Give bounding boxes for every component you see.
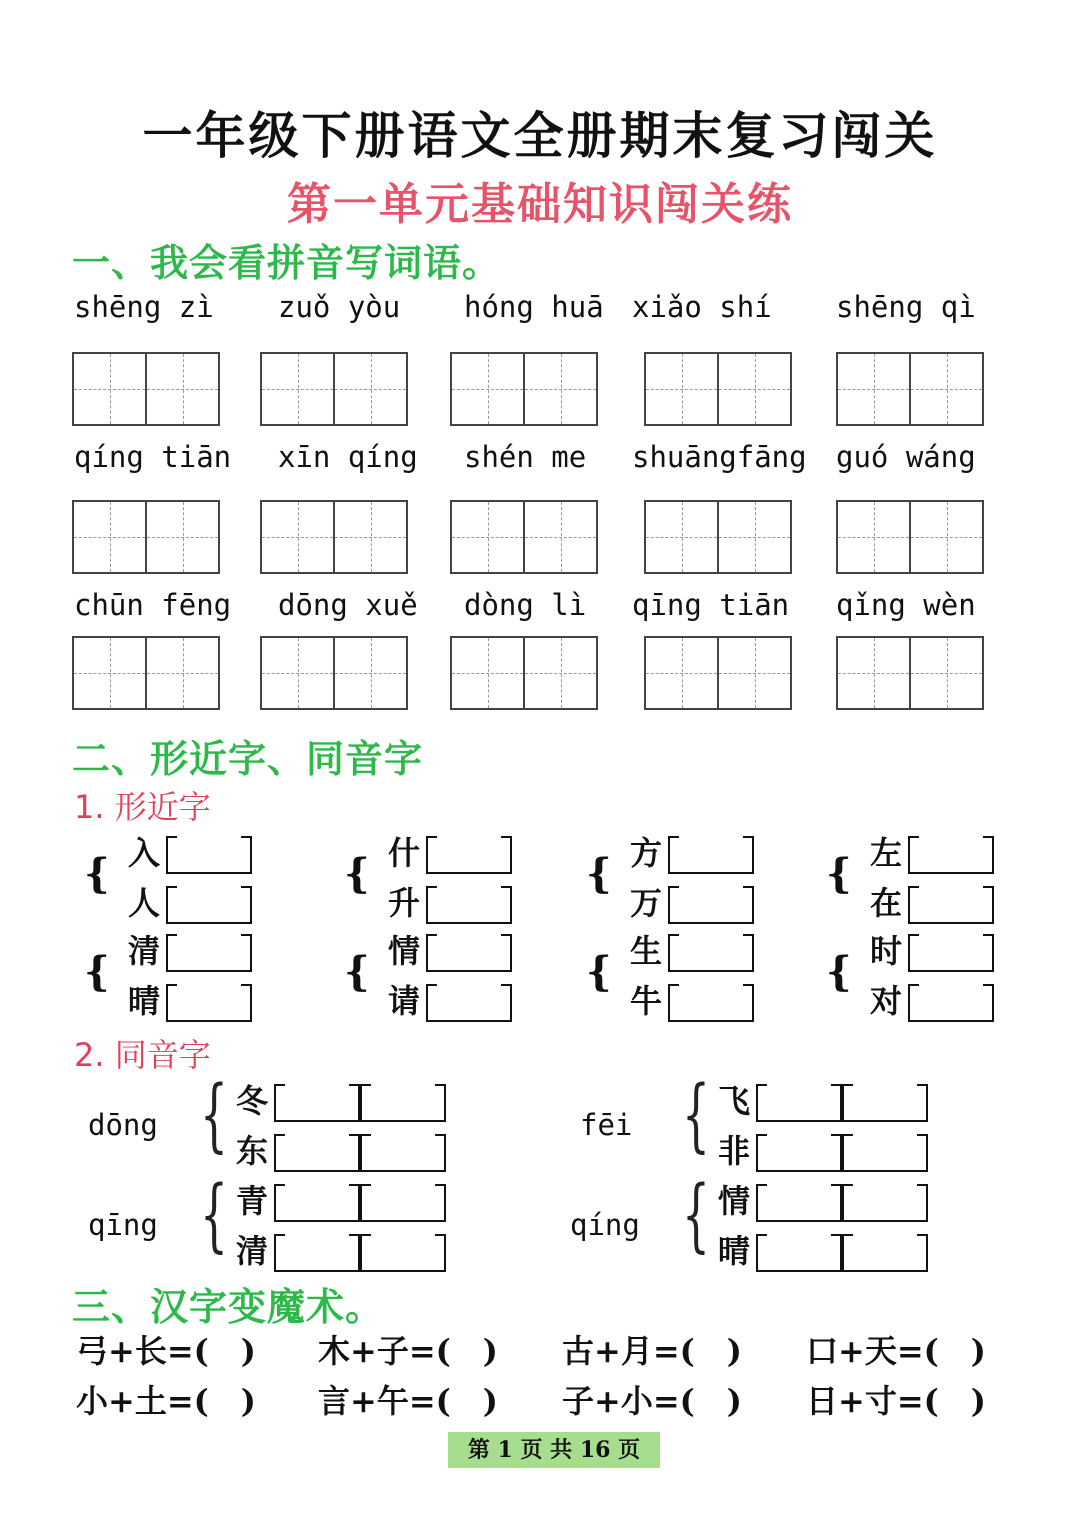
grid-cell[interactable]	[74, 502, 145, 572]
writing-grid[interactable]	[836, 352, 984, 426]
answer-blank[interactable]	[437, 934, 501, 972]
answer-blank[interactable]	[679, 836, 743, 874]
writing-grid[interactable]	[260, 352, 408, 426]
char-combine-question[interactable]: 口+天=( )	[806, 1332, 986, 1370]
answer-blank[interactable]	[371, 1084, 435, 1122]
grid-cell[interactable]	[909, 638, 982, 708]
char-label: 万	[630, 884, 663, 922]
homophone-pinyin: qíng	[570, 1208, 640, 1242]
grid-cell[interactable]	[838, 502, 909, 572]
char-answer-row	[128, 978, 252, 1022]
char-answer-row	[718, 1128, 928, 1172]
answer-blank[interactable]	[437, 886, 501, 924]
char-answer-row	[630, 880, 754, 924]
answer-blank[interactable]	[437, 984, 501, 1022]
grid-cell[interactable]	[74, 638, 145, 708]
left-brace-icon: {	[586, 850, 612, 897]
writing-grid[interactable]	[644, 352, 792, 426]
grid-cell[interactable]	[262, 638, 333, 708]
answer-blank[interactable]	[919, 836, 983, 874]
char-label: 左	[870, 834, 903, 872]
answer-blank[interactable]	[285, 1134, 349, 1172]
answer-blank[interactable]	[679, 886, 743, 924]
pinyin-label: qǐng wèn	[836, 588, 976, 622]
char-answer-row	[388, 880, 512, 924]
page-subtitle: 第一单元基础知识闯关练	[287, 179, 793, 230]
answer-blank[interactable]	[767, 1184, 831, 1222]
char-label: 清	[236, 1232, 269, 1270]
char-label: 东	[236, 1132, 269, 1170]
char-answer-row	[870, 830, 994, 874]
char-answer-row	[128, 830, 252, 874]
char-answer-row	[388, 928, 512, 972]
pinyin-label: qīng tiān	[632, 588, 790, 622]
pinyin-label: shén me	[464, 440, 587, 474]
char-label: 时	[870, 932, 903, 970]
left-brace-icon: {	[84, 850, 110, 897]
left-brace-icon: {	[344, 850, 370, 897]
grid-cell[interactable]	[717, 638, 790, 708]
grid-cell[interactable]	[262, 502, 333, 572]
left-brace-icon: {	[586, 948, 612, 995]
char-label: 生	[630, 932, 663, 970]
char-answer-row	[870, 928, 994, 972]
grid-cell[interactable]	[333, 502, 406, 572]
answer-blank[interactable]	[853, 1234, 917, 1272]
left-brace-icon: {	[826, 948, 852, 995]
char-label: 升	[388, 884, 421, 922]
writing-grid[interactable]	[72, 352, 220, 426]
pinyin-label: shēng qì	[836, 290, 976, 324]
pinyin-label: xīn qíng	[278, 440, 418, 474]
char-combine-question[interactable]: 言+午=( )	[318, 1382, 498, 1420]
char-label: 牛	[630, 982, 663, 1020]
char-answer-row	[128, 928, 252, 972]
homophone-pinyin: fēi	[580, 1108, 633, 1142]
grid-cell[interactable]	[452, 502, 523, 572]
grid-cell[interactable]	[646, 638, 717, 708]
writing-grid[interactable]	[836, 636, 984, 710]
pinyin-label: hóng huā	[464, 290, 604, 324]
char-label: 入	[128, 834, 161, 872]
answer-blank[interactable]	[919, 984, 983, 1022]
char-answer-row	[870, 978, 994, 1022]
answer-blank[interactable]	[679, 984, 743, 1022]
section2-heading: 二、形近字、同音字	[72, 736, 424, 781]
char-combine-question[interactable]: 木+子=( )	[318, 1332, 498, 1370]
similar-chars-heading: 1. 形近字	[74, 788, 211, 826]
char-answer-row	[236, 1228, 446, 1272]
char-answer-row	[236, 1178, 446, 1222]
grid-cell[interactable]	[646, 354, 717, 424]
char-label: 什	[388, 834, 421, 872]
writing-grid[interactable]	[260, 636, 408, 710]
grid-cell[interactable]	[838, 638, 909, 708]
grid-cell[interactable]	[909, 502, 982, 572]
char-label: 冬	[236, 1082, 269, 1120]
grid-cell[interactable]	[646, 502, 717, 572]
left-brace-icon: {	[344, 948, 370, 995]
char-label: 情	[718, 1182, 751, 1220]
char-answer-row	[388, 830, 512, 874]
grid-cell[interactable]	[145, 638, 218, 708]
section3-heading: 三、汉字变魔术。	[72, 1284, 385, 1329]
char-answer-row	[718, 1228, 928, 1272]
pinyin-label: qíng tiān	[74, 440, 232, 474]
grid-cell[interactable]	[262, 354, 333, 424]
char-label: 飞	[718, 1082, 751, 1120]
homophone-pinyin: dōng	[88, 1108, 158, 1142]
char-label: 清	[128, 932, 161, 970]
writing-grid[interactable]	[644, 636, 792, 710]
char-label: 非	[718, 1132, 751, 1170]
homophone-pinyin: qīng	[88, 1208, 158, 1242]
char-answer-row	[630, 928, 754, 972]
answer-blank[interactable]	[285, 1084, 349, 1122]
pinyin-label: dōng xuě	[278, 588, 418, 622]
answer-blank[interactable]	[919, 886, 983, 924]
pinyin-label: zuǒ yòu	[278, 290, 401, 324]
char-label: 在	[870, 884, 903, 922]
char-combine-question[interactable]: 小+土=( )	[76, 1382, 256, 1420]
grid-cell[interactable]	[523, 354, 596, 424]
writing-grid[interactable]	[836, 500, 984, 574]
char-answer-row	[630, 830, 754, 874]
char-label: 情	[388, 932, 421, 970]
char-combine-question[interactable]: 弓+长=( )	[76, 1332, 256, 1370]
char-label: 方	[630, 834, 663, 872]
page-footer: 第 1 页 共 16 页	[448, 1432, 660, 1468]
writing-grid[interactable]	[450, 636, 598, 710]
pinyin-label: shēng zì	[74, 290, 214, 324]
answer-blank[interactable]	[371, 1184, 435, 1222]
pinyin-label: xiǎo shí	[632, 290, 772, 324]
answer-blank[interactable]	[285, 1184, 349, 1222]
left-brace-icon: {	[682, 1068, 710, 1161]
char-label: 对	[870, 982, 903, 1020]
answer-blank[interactable]	[177, 886, 241, 924]
answer-blank[interactable]	[853, 1184, 917, 1222]
char-answer-row	[870, 880, 994, 924]
writing-grid[interactable]	[450, 500, 598, 574]
pinyin-label: dòng lì	[464, 588, 587, 622]
left-brace-icon: {	[84, 948, 110, 995]
grid-cell[interactable]	[333, 638, 406, 708]
grid-cell[interactable]	[333, 354, 406, 424]
grid-cell[interactable]	[523, 502, 596, 572]
answer-blank[interactable]	[767, 1134, 831, 1172]
pinyin-label: guó wáng	[836, 440, 976, 474]
char-combine-question[interactable]: 古+月=( )	[562, 1332, 742, 1370]
grid-cell[interactable]	[909, 354, 982, 424]
grid-cell[interactable]	[523, 638, 596, 708]
writing-grid[interactable]	[260, 500, 408, 574]
grid-cell[interactable]	[145, 354, 218, 424]
char-answer-row	[718, 1178, 928, 1222]
char-label: 请	[388, 982, 421, 1020]
char-combine-question[interactable]: 子+小=( )	[562, 1382, 742, 1420]
answer-blank[interactable]	[679, 934, 743, 972]
char-label: 人	[128, 884, 161, 922]
writing-grid[interactable]	[644, 500, 792, 574]
answer-blank[interactable]	[919, 934, 983, 972]
left-brace-icon: {	[200, 1068, 228, 1161]
writing-grid[interactable]	[450, 352, 598, 426]
homophone-heading: 2. 同音字	[74, 1036, 211, 1074]
answer-blank[interactable]	[371, 1234, 435, 1272]
answer-blank[interactable]	[767, 1234, 831, 1272]
answer-blank[interactable]	[371, 1134, 435, 1172]
char-answer-row	[236, 1128, 446, 1172]
grid-cell[interactable]	[145, 502, 218, 572]
answer-blank[interactable]	[853, 1134, 917, 1172]
writing-grid[interactable]	[72, 636, 220, 710]
section1-heading: 一、我会看拼音写词语。	[72, 240, 502, 285]
grid-cell[interactable]	[717, 502, 790, 572]
char-combine-question[interactable]: 日+寸=( )	[806, 1382, 986, 1420]
answer-blank[interactable]	[767, 1084, 831, 1122]
answer-blank[interactable]	[177, 836, 241, 874]
char-label: 晴	[128, 982, 161, 1020]
left-brace-icon: {	[682, 1168, 710, 1261]
grid-cell[interactable]	[452, 354, 523, 424]
char-answer-row	[630, 978, 754, 1022]
grid-cell[interactable]	[717, 354, 790, 424]
char-answer-row	[128, 880, 252, 924]
grid-cell[interactable]	[452, 638, 523, 708]
char-answer-row	[236, 1078, 446, 1122]
left-brace-icon: {	[826, 850, 852, 897]
char-label: 青	[236, 1182, 269, 1220]
char-label: 晴	[718, 1232, 751, 1270]
answer-blank[interactable]	[437, 836, 501, 874]
pinyin-label: chūn fēng	[74, 588, 232, 622]
answer-blank[interactable]	[177, 984, 241, 1022]
pinyin-label: shuāngfāng	[632, 440, 807, 474]
writing-grid[interactable]	[72, 500, 220, 574]
left-brace-icon: {	[200, 1168, 228, 1261]
char-answer-row	[388, 978, 512, 1022]
page-title: 一年级下册语文全册期末复习闯关	[142, 106, 938, 165]
grid-cell[interactable]	[838, 354, 909, 424]
char-answer-row	[718, 1078, 928, 1122]
answer-blank[interactable]	[177, 934, 241, 972]
answer-blank[interactable]	[285, 1234, 349, 1272]
answer-blank[interactable]	[853, 1084, 917, 1122]
grid-cell[interactable]	[74, 354, 145, 424]
